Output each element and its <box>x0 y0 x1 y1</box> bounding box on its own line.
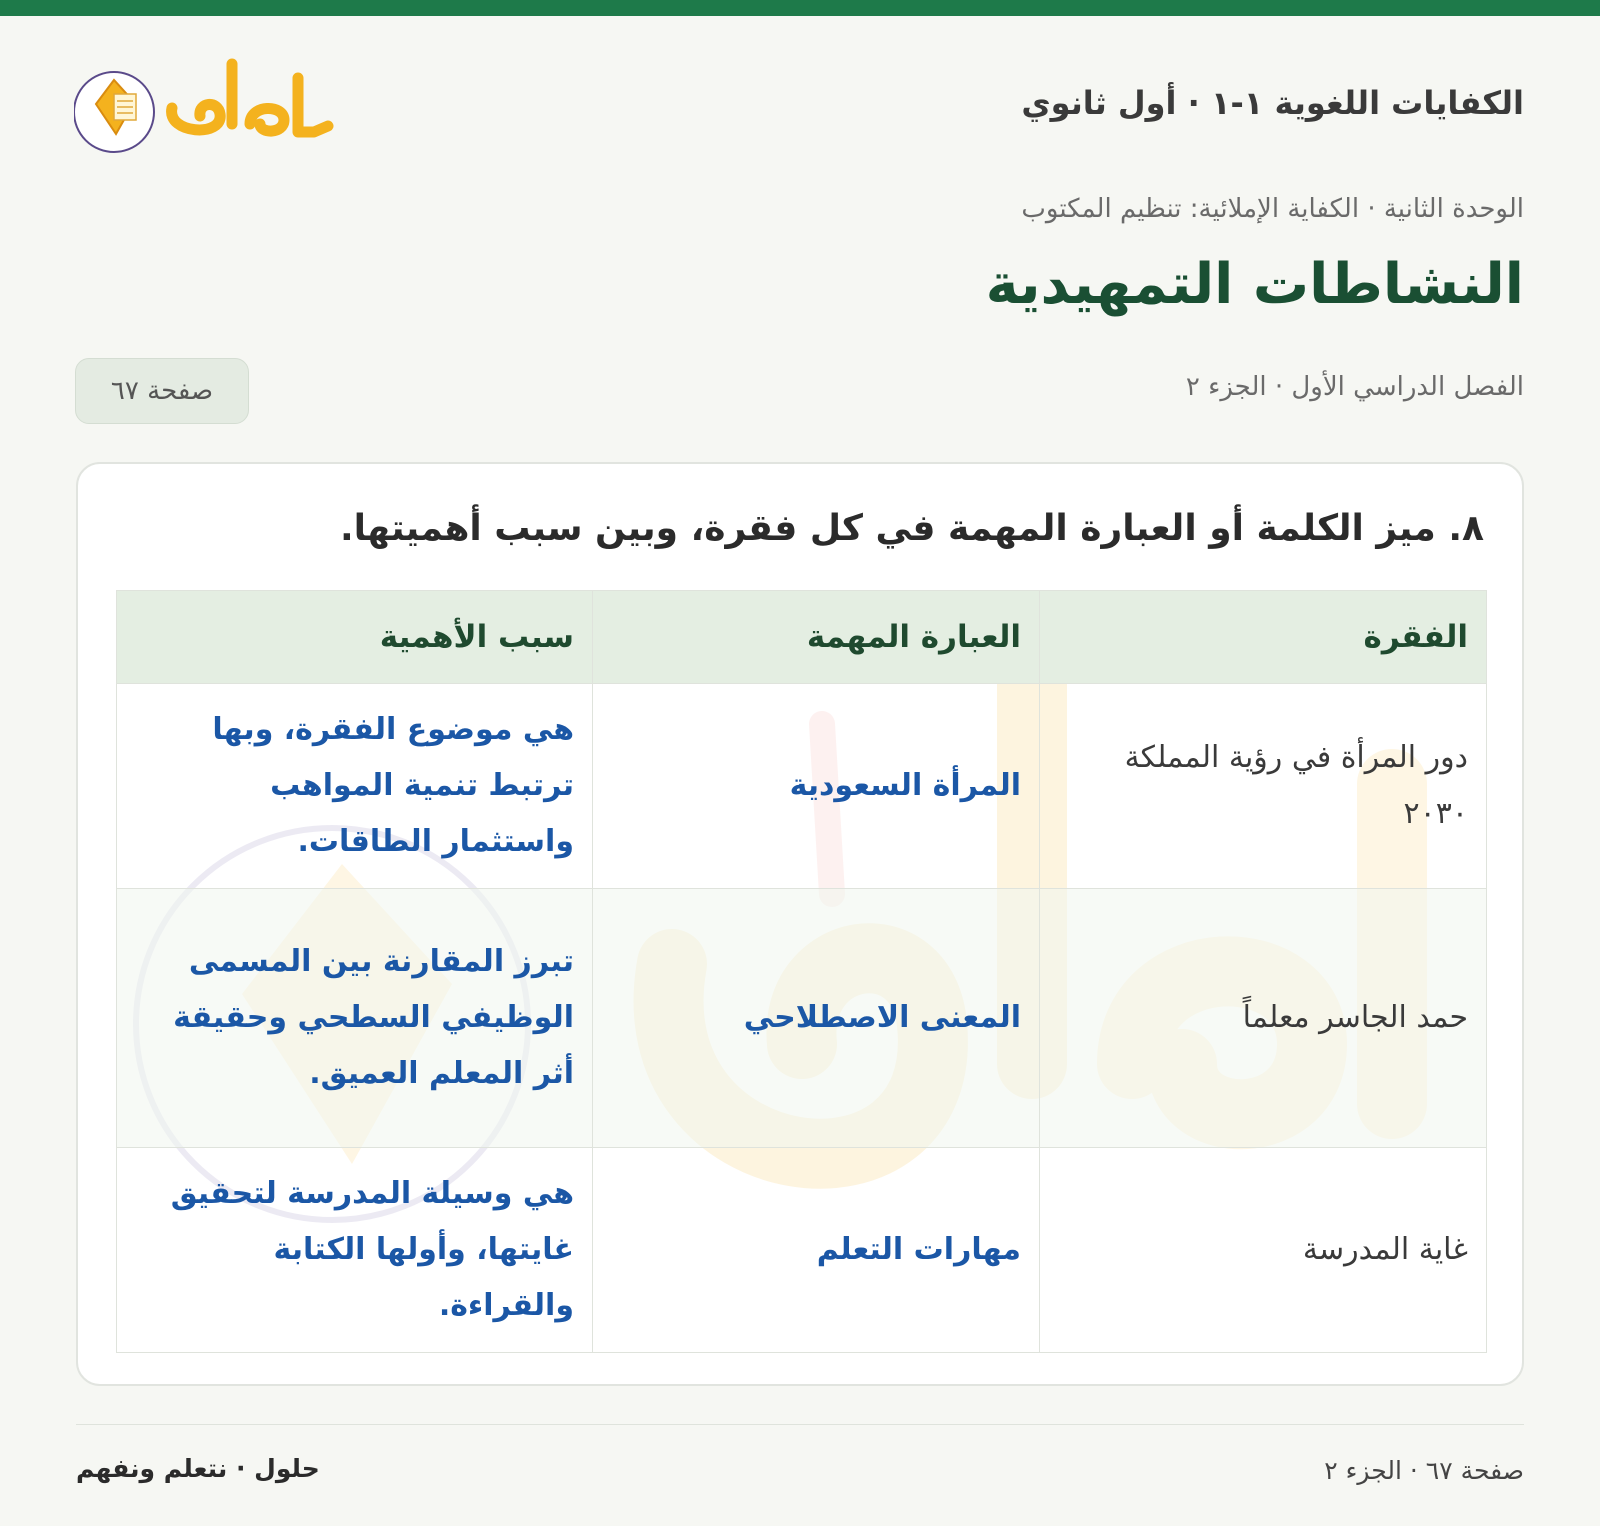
phrase-cell: المعنى الاصطلاحي <box>593 889 1040 1148</box>
column-header-reason: سبب الأهمية <box>117 591 593 684</box>
footer-divider <box>76 1424 1524 1425</box>
footer-page-info: صفحة ٦٧ · الجزء ٢ <box>1324 1456 1524 1485</box>
table-header-row <box>117 591 1487 684</box>
page-number-badge: صفحة ٦٧ <box>75 358 249 424</box>
question-card <box>76 462 1524 1386</box>
reason-cell: هي موضوع الفقرة، وبها ترتبط تنمية المواهب واستثمار الطاقات. <box>117 684 593 889</box>
answers-table <box>116 590 1487 1353</box>
unit-breadcrumb: الوحدة الثانية · الكفاية الإملائية: تنظيم المكتوب <box>1021 194 1524 224</box>
page-title: النشاطات التمهيدية <box>985 252 1524 317</box>
phrase-cell: المرأة السعودية <box>593 684 1040 889</box>
hulul-logo-icon <box>74 54 334 158</box>
book-title: الكفايات اللغوية ١-١ · أول ثانوي <box>1021 84 1524 122</box>
reason-cell: هي وسيلة المدرسة لتحقيق غايتها، وأولها الكتابة والقراءة. <box>117 1148 593 1353</box>
top-accent-bar <box>0 0 1600 16</box>
table-row <box>117 889 1487 1148</box>
term-info: الفصل الدراسي الأول · الجزء ٢ <box>1185 372 1524 402</box>
reason-cell: تبرز المقارنة بين المسمى الوظيفي السطحي وحقيقة أثر المعلم العميق. <box>117 889 593 1148</box>
table-row <box>117 1148 1487 1353</box>
footer-brand-tagline: حلول · نتعلم ونفهم <box>76 1454 320 1483</box>
paragraph-cell: دور المرأة في رؤية المملكة ٢٠٣٠ <box>1040 684 1487 889</box>
column-header-paragraph: الفقرة <box>1040 591 1487 684</box>
hulul-logo[interactable] <box>74 54 334 158</box>
paragraph-cell: حمد الجاسر معلماً <box>1040 889 1487 1148</box>
column-header-phrase: العبارة المهمة <box>593 591 1040 684</box>
paragraph-cell: غاية المدرسة <box>1040 1148 1487 1353</box>
table-row <box>117 684 1487 889</box>
phrase-cell: مهارات التعلم <box>593 1148 1040 1353</box>
question-text: ٨. ميز الكلمة أو العبارة المهمة في كل فقرة، وبين سبب أهميتها. <box>339 508 1484 549</box>
